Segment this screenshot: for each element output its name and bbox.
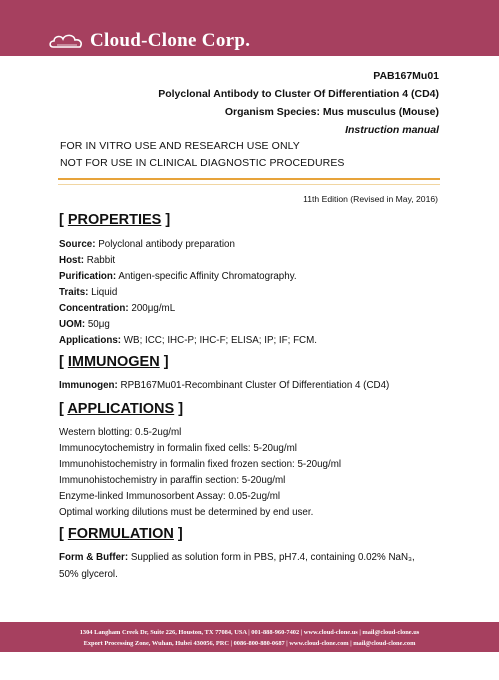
brand-logo [48, 30, 250, 52]
property-uom: UOM: 50μg [59, 319, 110, 330]
application-line: Enzyme-linked Immunosorbent Assay: 0.05-2ug/ml [59, 491, 281, 502]
cloud-logo-icon [48, 31, 86, 51]
application-line: Western blotting: 0.5-2ug/ml [59, 427, 182, 438]
divider-gold [58, 184, 440, 185]
application-line: Immunohistochemistry in formalin fixed frozen section: 5-20ug/ml [59, 459, 342, 470]
footer-bar [0, 622, 499, 652]
product-name: Polyclonal Antibody to Cluster Of Differentiation 4 (CD4) [158, 88, 439, 100]
usage-line-clinical: NOT FOR USE IN CLINICAL DIAGNOSTIC PROCEDURES [60, 157, 345, 169]
formulation-line-continued: 50% glycerol. [59, 569, 118, 580]
edition-note: 11th Edition (Revised in May, 2016) [303, 194, 438, 204]
footer-address-us: 1304 Langham Creek Dr, Suite 226, Houston, TX 77084, USA | 001-888-960-7402 | www.cloud-clone.us | mail@cloud-clone.us [79, 629, 420, 636]
property-concentration: Concentration: 200μg/mL [59, 303, 176, 314]
organism-species: Organism Species: Mus musculus (Mouse) [224, 106, 439, 118]
property-source: Source: Polyclonal antibody preparation [59, 239, 235, 250]
product-code: PAB167Mu01 [373, 70, 439, 82]
application-line: Optimal working dilutions must be determined by end user. [59, 507, 314, 518]
application-line: Immunohistochemistry in paraffin section: 5-20ug/ml [59, 475, 286, 486]
usage-line-research: FOR IN VITRO USE AND RESEARCH USE ONLY [60, 140, 300, 152]
header-bar [0, 0, 499, 56]
section-title-applications: [ APPLICATIONS ] [59, 401, 184, 417]
application-line: Immunocytochemistry in formalin fixed cells: 5-20ug/ml [59, 443, 297, 454]
property-traits: Traits: Liquid [59, 287, 118, 298]
property-purification: Purification: Antigen-specific Affinity Chromatography. [59, 271, 297, 282]
section-title-immunogen: [ IMMUNOGEN ] [59, 354, 169, 370]
property-host: Host: Rabbit [59, 255, 116, 266]
document-type: Instruction manual [345, 124, 439, 136]
property-applications: Applications: WB; ICC; IHC-P; IHC-F; ELISA; IP; IF; FCM. [59, 335, 318, 346]
section-title-properties: [ PROPERTIES ] [59, 212, 171, 228]
footer-address-prc: Export Processing Zone, Wuhan, Hubei 430056, PRC | 0086-800-880-0687 | www.cloud-clone.com | mail@cloud-clone.com [83, 640, 416, 647]
divider-orange [58, 178, 440, 180]
immunogen-line: Immunogen: RPB167Mu01-Recombinant Cluster Of Differentiation 4 (CD4) [59, 380, 390, 391]
formulation-line: Form & Buffer: Supplied as solution form in PBS, pH7.4, containing 0.02% NaN₃, [59, 552, 415, 563]
brand-name: Cloud-Clone Corp. [90, 30, 251, 51]
section-title-formulation: [ FORMULATION ] [59, 526, 183, 542]
